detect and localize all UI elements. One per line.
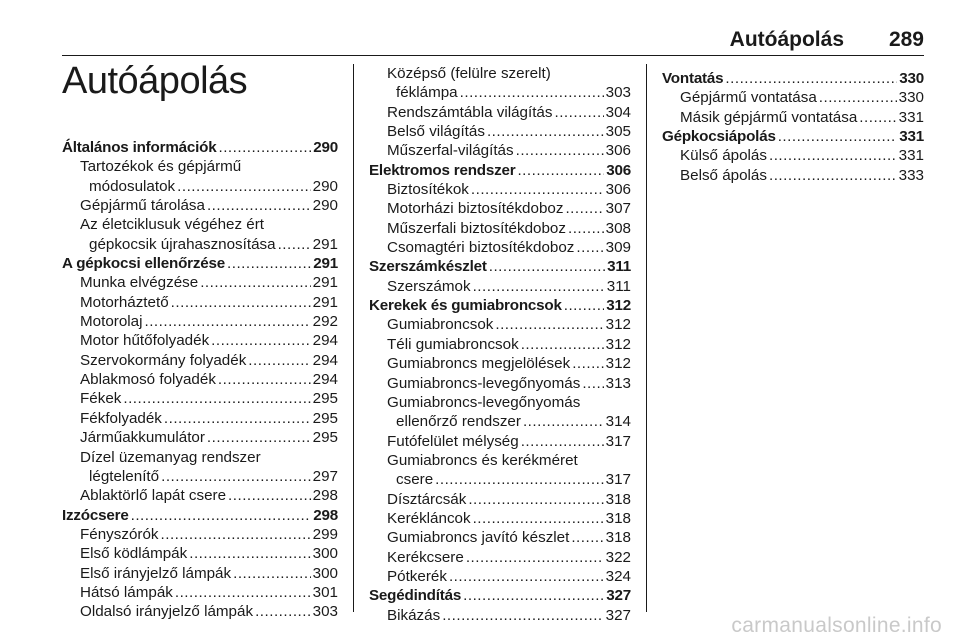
dot-leader bbox=[521, 335, 604, 354]
toc-page-number: 309 bbox=[605, 239, 631, 257]
toc-section-entry[interactable] bbox=[62, 254, 338, 273]
toc-entry[interactable] bbox=[62, 273, 338, 292]
toc-page-number: 317 bbox=[605, 471, 631, 489]
toc-section-entry[interactable] bbox=[369, 586, 631, 605]
dot-leader bbox=[218, 138, 311, 157]
toc-section-entry[interactable] bbox=[62, 506, 338, 525]
toc-entry[interactable] bbox=[62, 525, 338, 544]
chapter-title: Autóápolás bbox=[62, 60, 248, 102]
toc-page-number: 303 bbox=[312, 603, 338, 621]
toc-entry-title: Első ködlámpák bbox=[80, 545, 188, 563]
toc-entry[interactable] bbox=[62, 544, 338, 563]
toc-page-number: 318 bbox=[605, 490, 631, 508]
toc-column-3 bbox=[662, 69, 924, 185]
dot-leader bbox=[211, 331, 310, 350]
toc-page-number: 301 bbox=[312, 583, 338, 601]
dot-leader bbox=[572, 354, 603, 373]
toc-entry[interactable] bbox=[62, 370, 338, 389]
toc-page-number: 298 bbox=[313, 506, 338, 524]
toc-entry-title: Fényszórók bbox=[80, 525, 159, 543]
toc-entry-title: Motorházi biztosítékdoboz bbox=[387, 200, 564, 218]
toc-page-number: 327 bbox=[606, 587, 631, 605]
dot-leader bbox=[218, 370, 311, 389]
toc-entry[interactable] bbox=[62, 312, 338, 331]
toc-page-number: 290 bbox=[313, 139, 338, 156]
toc-section-entry[interactable] bbox=[369, 296, 631, 315]
toc-section-entry[interactable] bbox=[662, 69, 924, 88]
dot-leader bbox=[554, 103, 603, 122]
toc-page-number: 312 bbox=[606, 297, 631, 315]
toc-entry[interactable] bbox=[62, 409, 338, 428]
toc-page-number: 311 bbox=[606, 277, 631, 295]
toc-entry-text: Gumiabroncs és kerékméret bbox=[387, 451, 578, 469]
toc-entry-title: Általános információk bbox=[62, 139, 217, 156]
toc-column-1 bbox=[62, 138, 338, 622]
toc-entry-title: Szerszámkészlet bbox=[369, 258, 487, 276]
toc-section-entry[interactable] bbox=[369, 161, 631, 180]
dot-leader bbox=[523, 412, 604, 431]
page-number: 289 bbox=[888, 28, 924, 51]
toc-entry[interactable] bbox=[662, 88, 924, 107]
watermark: carmanualsonline.info bbox=[731, 614, 942, 637]
toc-entry-title: Belső ápolás bbox=[680, 166, 767, 184]
toc-page-number: 298 bbox=[312, 487, 338, 505]
toc-entry[interactable] bbox=[369, 315, 631, 334]
toc-entry-title: Hátsó lámpák bbox=[80, 583, 173, 601]
toc-section-entry[interactable] bbox=[662, 127, 924, 146]
toc-page-number: 291 bbox=[312, 293, 338, 311]
dot-leader bbox=[769, 166, 897, 185]
toc-entry-text: Tartozékok és gépjármű bbox=[80, 158, 242, 176]
toc-entry[interactable] bbox=[62, 389, 338, 408]
toc-page-number: 300 bbox=[312, 564, 338, 582]
toc-entry[interactable] bbox=[369, 219, 631, 238]
toc-page-number: 314 bbox=[605, 413, 631, 431]
toc-entry-title: Oldalsó irányjelző lámpák bbox=[80, 603, 254, 621]
toc-page-number: 300 bbox=[312, 545, 338, 563]
toc-entry[interactable] bbox=[369, 374, 631, 393]
toc-entry-title: Járműakkumulátor bbox=[80, 429, 205, 447]
toc-entry-title: Gumiabroncs-levegőnyomás bbox=[387, 374, 581, 392]
dot-leader bbox=[495, 315, 603, 334]
dot-leader bbox=[233, 564, 311, 583]
toc-entry[interactable] bbox=[369, 277, 631, 296]
toc-entry-title: Külső ápolás bbox=[680, 147, 767, 165]
toc-entry[interactable] bbox=[369, 335, 631, 354]
dot-leader bbox=[227, 254, 311, 273]
toc-entry-text: Dízel üzemanyag rendszer bbox=[80, 448, 261, 466]
toc-entry-title: módosulatok bbox=[89, 177, 176, 195]
toc-page-number: 308 bbox=[605, 219, 631, 237]
toc-entry[interactable] bbox=[369, 548, 631, 567]
dot-leader bbox=[769, 146, 897, 165]
toc-entry-title: Dísztárcsák bbox=[387, 490, 467, 508]
toc-entry-title: ellenőrző rendszer bbox=[396, 413, 521, 431]
dot-leader bbox=[207, 428, 311, 447]
toc-entry-title: A gépkocsi ellenőrzése bbox=[62, 255, 226, 273]
dot-leader bbox=[489, 257, 605, 276]
toc-page-number: 318 bbox=[605, 529, 631, 547]
toc-entry-title: Szerszámok bbox=[387, 277, 471, 295]
toc-page-number: 306 bbox=[605, 142, 631, 160]
dot-leader bbox=[449, 567, 604, 586]
dot-leader bbox=[576, 238, 603, 257]
dot-leader bbox=[725, 69, 897, 88]
toc-page-number: 291 bbox=[312, 274, 338, 292]
toc-entry-title: féklámpa bbox=[396, 84, 458, 102]
toc-entry-title: Gumiabroncs megjelölések bbox=[387, 355, 571, 373]
dot-leader bbox=[460, 83, 604, 102]
toc-entry-title: Csomagtéri biztosítékdoboz bbox=[387, 239, 575, 257]
toc-page-number: 333 bbox=[898, 166, 924, 184]
toc-entry-title: Műszerfali biztosítékdoboz bbox=[387, 219, 566, 237]
dot-leader bbox=[123, 389, 310, 408]
toc-entry-title: Pótkerék bbox=[387, 567, 447, 585]
toc-entry-title: Motor hűtőfolyadék bbox=[80, 332, 210, 350]
toc-entry[interactable] bbox=[369, 509, 631, 528]
toc-entry-title: Gépjármű vontatása bbox=[680, 89, 817, 107]
dot-leader bbox=[161, 525, 311, 544]
toc-entry-title: Izzócsere bbox=[62, 506, 129, 524]
toc-page-number: 311 bbox=[607, 258, 631, 276]
toc-entry-title: Gépjármű tárolása bbox=[80, 197, 205, 215]
toc-entry-title: Biztosítékok bbox=[387, 181, 469, 199]
toc-entry-text: Gumiabroncs-levegőnyomás bbox=[387, 393, 581, 411]
dot-leader bbox=[571, 528, 603, 547]
toc-page-number: 299 bbox=[312, 525, 338, 543]
toc-entry-title: Fékfolyadék bbox=[80, 409, 162, 427]
toc-entry-title: Elektromos rendszer bbox=[369, 161, 516, 179]
toc-section-entry[interactable] bbox=[369, 257, 631, 276]
toc-page-number: 331 bbox=[898, 147, 924, 165]
toc-entry-title: Gépkocsiápolás bbox=[662, 128, 776, 146]
toc-page-number: 305 bbox=[605, 123, 631, 141]
dot-leader bbox=[521, 432, 604, 451]
toc-entry[interactable] bbox=[369, 199, 631, 218]
toc-entry[interactable] bbox=[369, 141, 631, 160]
dot-leader bbox=[442, 606, 603, 625]
dot-leader bbox=[819, 88, 897, 107]
toc-page-number: 291 bbox=[312, 235, 338, 253]
toc-page-number: 317 bbox=[605, 432, 631, 450]
dot-leader bbox=[255, 602, 311, 621]
toc-page-number: 312 bbox=[605, 316, 631, 334]
toc-page-number: 292 bbox=[312, 313, 338, 331]
dot-leader bbox=[473, 509, 604, 528]
toc-entry-title: Fékek bbox=[80, 390, 122, 408]
dot-leader bbox=[248, 351, 310, 370]
toc-entry[interactable] bbox=[62, 196, 338, 215]
dot-leader bbox=[468, 490, 603, 509]
toc-section-entry[interactable] bbox=[62, 138, 338, 157]
toc-entry-title: Segédindítás bbox=[369, 587, 462, 605]
toc-page-number: 303 bbox=[605, 84, 631, 102]
header-rule bbox=[62, 55, 924, 56]
toc-entry[interactable] bbox=[62, 486, 338, 505]
toc-page-number: 291 bbox=[313, 255, 338, 273]
dot-leader bbox=[189, 544, 310, 563]
dot-leader bbox=[778, 127, 898, 146]
toc-entry-title: gépkocsik újrahasznosítása bbox=[89, 235, 276, 253]
toc-entry-title: Ablaktörlő lapát csere bbox=[80, 487, 227, 505]
toc-entry-title: Szervokormány folyadék bbox=[80, 351, 247, 369]
toc-page-number: 294 bbox=[312, 332, 338, 350]
toc-page-number: 306 bbox=[606, 161, 631, 179]
toc-entry[interactable] bbox=[62, 177, 338, 196]
toc-entry-title: Futófelület mélység bbox=[387, 432, 519, 450]
toc-page-number: 290 bbox=[312, 197, 338, 215]
toc-entry[interactable] bbox=[369, 490, 631, 509]
toc-entry[interactable] bbox=[369, 238, 631, 257]
dot-leader bbox=[473, 277, 605, 296]
toc-entry-title: Kerekek és gumiabroncsok bbox=[369, 297, 562, 315]
toc-page-number: 331 bbox=[898, 108, 924, 126]
toc-page-number: 307 bbox=[605, 200, 631, 218]
toc-page-number: 322 bbox=[605, 548, 631, 566]
toc-entry[interactable] bbox=[369, 103, 631, 122]
dot-leader bbox=[177, 177, 311, 196]
running-title: Autóápolás bbox=[729, 28, 844, 51]
toc-page-number: 324 bbox=[605, 567, 631, 585]
toc-entry-title: Motorháztető bbox=[80, 293, 169, 311]
toc-page-number: 297 bbox=[312, 467, 338, 485]
toc-entry[interactable] bbox=[369, 354, 631, 373]
toc-entry-title: Téli gumiabroncsok bbox=[387, 335, 519, 353]
toc-page-number: 294 bbox=[312, 371, 338, 389]
toc-page-number: 294 bbox=[312, 351, 338, 369]
toc-entry-title: Bikázás bbox=[387, 606, 441, 624]
toc-entry[interactable] bbox=[62, 564, 338, 583]
toc-entry-title: légtelenítő bbox=[89, 467, 160, 485]
toc-entry[interactable] bbox=[662, 166, 924, 185]
dot-leader bbox=[175, 583, 311, 602]
toc-column-2 bbox=[369, 64, 631, 625]
dot-leader bbox=[582, 374, 603, 393]
toc-entry[interactable] bbox=[62, 293, 338, 312]
toc-page-number: 290 bbox=[312, 177, 338, 195]
dot-leader bbox=[161, 467, 311, 486]
toc-entry-title: Munka elvégzése bbox=[80, 274, 199, 292]
toc-page-number: 327 bbox=[605, 606, 631, 624]
toc-page-number: 295 bbox=[312, 409, 338, 427]
toc-page-number: 331 bbox=[899, 128, 924, 146]
running-header bbox=[62, 28, 924, 54]
column-divider-1 bbox=[353, 64, 354, 612]
toc-page-number: 330 bbox=[898, 89, 924, 107]
toc-page-number: 313 bbox=[605, 374, 631, 392]
toc-entry-title: Rendszámtábla világítás bbox=[387, 103, 553, 121]
toc-entry[interactable] bbox=[369, 180, 631, 199]
toc-entry-title: Vontatás bbox=[662, 70, 724, 87]
dot-leader bbox=[471, 180, 604, 199]
toc-page-number: 295 bbox=[312, 429, 338, 447]
toc-entry-title: Kerékláncok bbox=[387, 509, 471, 527]
toc-entry-text: Középső (felülre szerelt) bbox=[387, 65, 551, 82]
toc-page-number: 306 bbox=[605, 181, 631, 199]
toc-entry-title: Gumiabroncs javító készlet bbox=[387, 529, 570, 547]
toc-page-number: 318 bbox=[605, 509, 631, 527]
toc-entry[interactable] bbox=[62, 331, 338, 350]
column-divider-2 bbox=[646, 64, 647, 612]
toc-entry[interactable] bbox=[369, 122, 631, 141]
dot-leader bbox=[164, 409, 311, 428]
dot-leader bbox=[564, 296, 605, 315]
toc-entry[interactable] bbox=[369, 432, 631, 451]
dot-leader bbox=[565, 199, 603, 218]
dot-leader bbox=[144, 312, 310, 331]
toc-page-number: 295 bbox=[312, 390, 338, 408]
toc-entry[interactable] bbox=[369, 606, 631, 625]
toc-entry[interactable] bbox=[62, 428, 338, 447]
toc-entry[interactable] bbox=[62, 351, 338, 370]
toc-entry[interactable] bbox=[662, 146, 924, 165]
toc-entry-title: Motorolaj bbox=[80, 313, 143, 331]
toc-entry[interactable] bbox=[369, 470, 631, 489]
dot-leader bbox=[171, 293, 311, 312]
toc-entry[interactable] bbox=[662, 108, 924, 127]
toc-entry-title: Kerékcsere bbox=[387, 548, 464, 566]
toc-page-number: 312 bbox=[605, 335, 631, 353]
dot-leader bbox=[228, 486, 311, 505]
toc-entry-title: Gumiabroncsok bbox=[387, 316, 494, 334]
dot-leader bbox=[487, 122, 604, 141]
toc-entry[interactable] bbox=[369, 567, 631, 586]
toc-entry-text: Az életciklusuk végéhez ért bbox=[80, 216, 265, 234]
dot-leader bbox=[568, 219, 604, 238]
dot-leader bbox=[200, 273, 310, 292]
dot-leader bbox=[131, 506, 312, 525]
toc-entry[interactable] bbox=[369, 83, 631, 102]
dot-leader bbox=[516, 141, 604, 160]
toc-entry-title: csere bbox=[396, 471, 434, 489]
toc-page-number: 304 bbox=[605, 103, 631, 121]
toc-entry-title: Műszerfal-világítás bbox=[387, 142, 514, 160]
dot-leader bbox=[466, 548, 604, 567]
toc-entry[interactable] bbox=[369, 412, 631, 431]
dot-leader bbox=[435, 470, 604, 489]
toc-page-number: 330 bbox=[899, 70, 924, 87]
toc-entry[interactable] bbox=[62, 235, 338, 254]
toc-entry[interactable] bbox=[62, 602, 338, 621]
dot-leader bbox=[463, 586, 604, 605]
toc-entry-title: Első irányjelző lámpák bbox=[80, 564, 232, 582]
dot-leader bbox=[517, 161, 604, 180]
dot-leader bbox=[278, 235, 311, 254]
dot-leader bbox=[859, 108, 896, 127]
toc-entry[interactable] bbox=[62, 583, 338, 602]
toc-entry-title: Belső világítás bbox=[387, 123, 485, 141]
toc-entry[interactable] bbox=[62, 467, 338, 486]
toc-entry-title: Ablakmosó folyadék bbox=[80, 371, 216, 389]
toc-page-number: 312 bbox=[605, 355, 631, 373]
toc-entry[interactable] bbox=[369, 528, 631, 547]
dot-leader bbox=[207, 196, 311, 215]
toc-entry-title: Másik gépjármű vontatása bbox=[680, 108, 858, 126]
